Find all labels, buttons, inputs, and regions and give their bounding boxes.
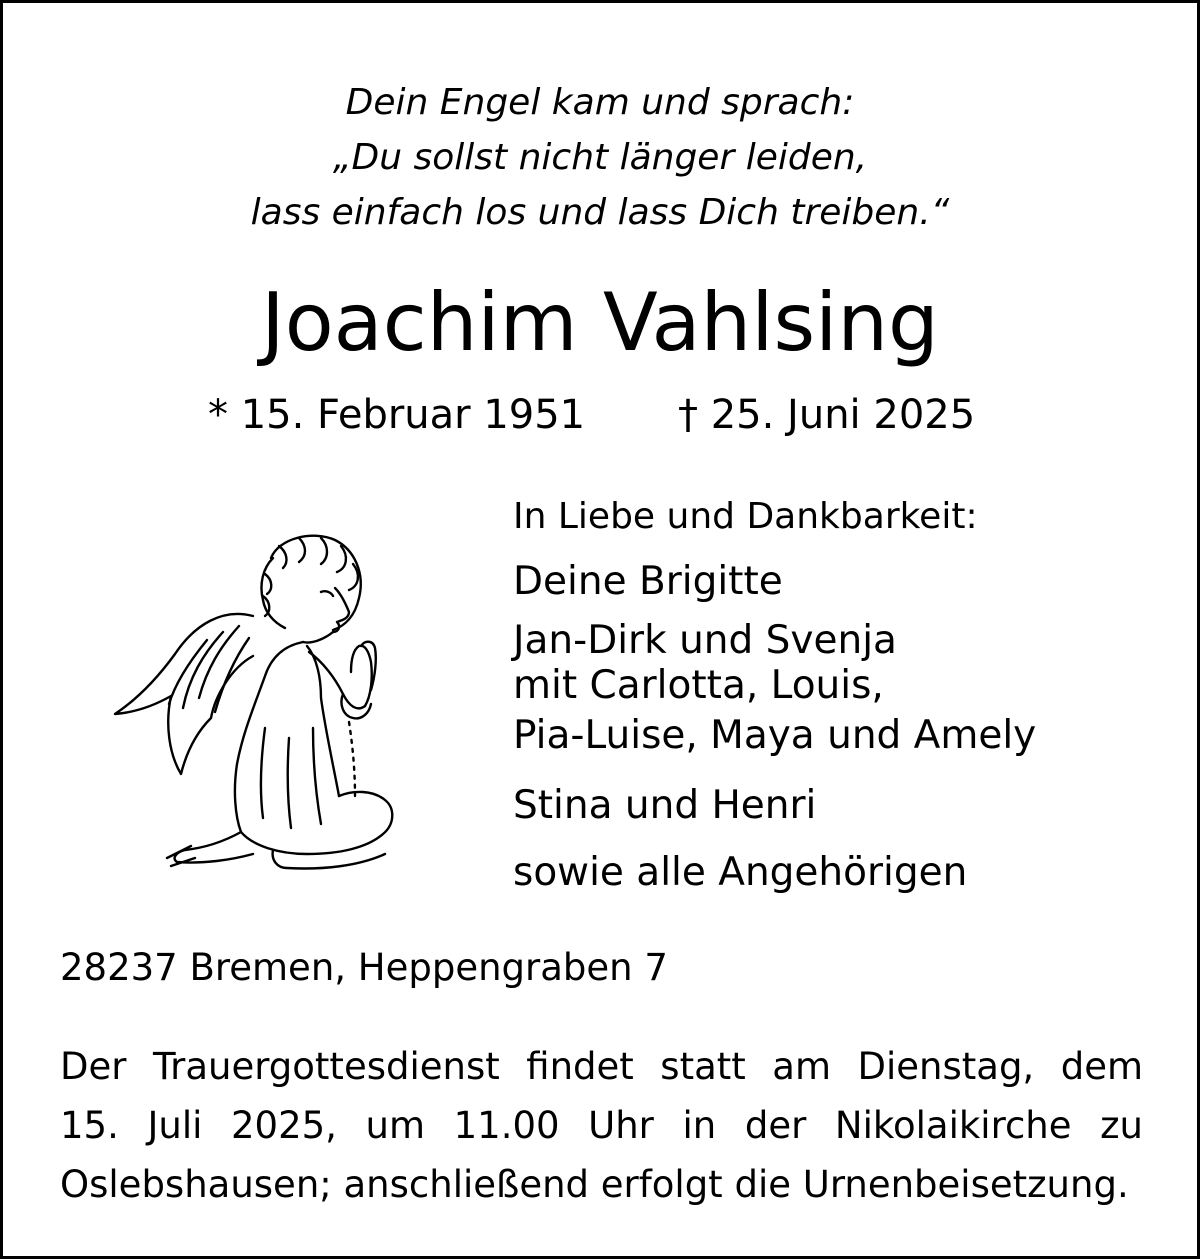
service-announcement [60, 1037, 1143, 1214]
birth-date: * 15. Februar 1951 [208, 392, 586, 438]
deceased-name: Joachim Vahlsing [261, 276, 939, 369]
quote-line: lass einfach los und lass Dich treiben.“ [250, 192, 950, 233]
quote [3, 75, 1197, 240]
praying-angel-icon [103, 528, 413, 888]
death-date: † 25. Juni 2025 [678, 392, 976, 438]
mourner-line: Jan-Dirk und Svenja [513, 618, 897, 663]
address: 28237 Bremen, Heppengraben 7 [60, 946, 668, 989]
mourner-line: Stina und Henri [513, 783, 817, 828]
service-line: 15. Juli 2025, um 11.00 Uhr in der Nikolaikirche zu [60, 1104, 1143, 1147]
mourners-intro: In Liebe und Dankbarkeit: [513, 496, 978, 537]
mourner-line: Deine Brigitte [513, 559, 783, 604]
service-line: Der Trauergottesdienst findet statt am Dienstag, dem [60, 1045, 1143, 1088]
service-line: Oslebshausen; anschließend erfolgt die Urnenbeisetzung. [60, 1163, 1129, 1206]
quote-line: „Du sollst nicht länger leiden, [332, 137, 868, 178]
mourner-line: mit Carlotta, Louis, [513, 663, 884, 708]
mourner-line: Pia-Luise, Maya und Amely [513, 713, 1037, 758]
quote-line: Dein Engel kam und sprach: [345, 82, 855, 123]
mourner-line: sowie alle Angehörigen [513, 850, 968, 895]
mourners-block [513, 493, 1037, 895]
